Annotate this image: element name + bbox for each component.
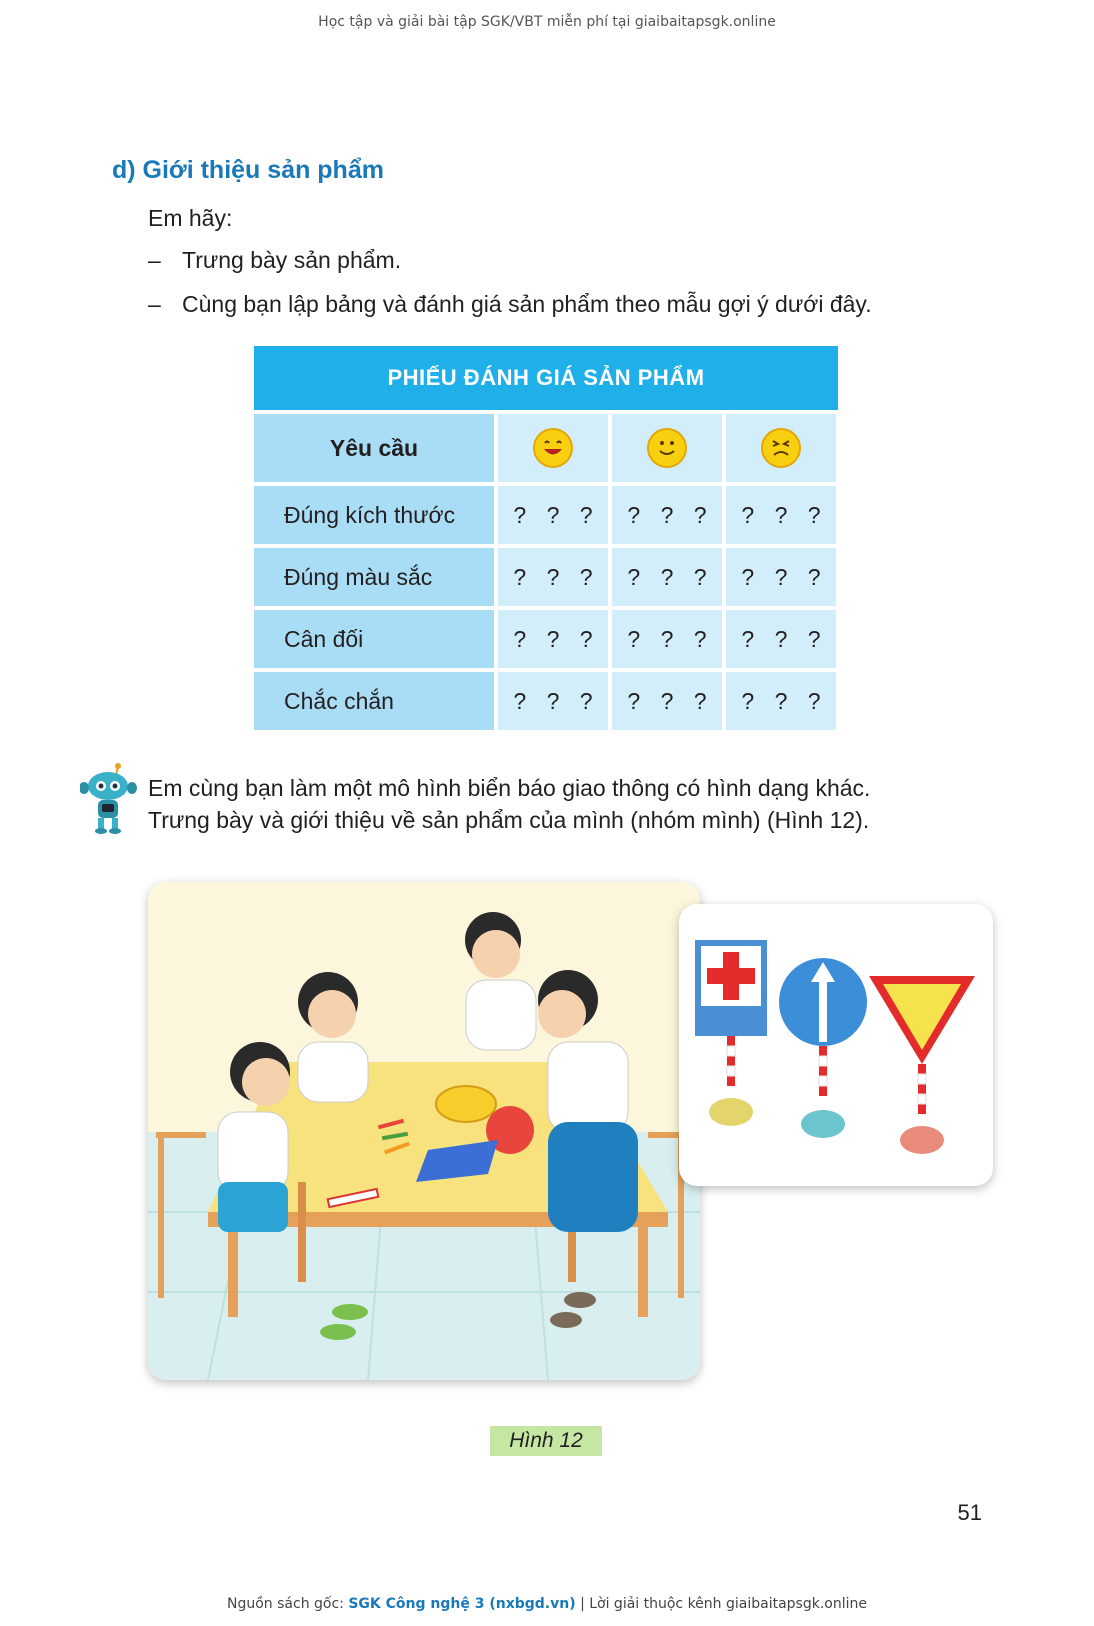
section-title: d) Giới thiệu sản phẩm bbox=[112, 156, 384, 184]
evaluation-table bbox=[254, 346, 838, 730]
table-row: Chắc chắn ? ? ? ? ? ? ? ? ? bbox=[254, 672, 838, 730]
table-row: Đúng màu sắc ? ? ? ? ? ? ? ? ? bbox=[254, 548, 838, 606]
activity-text: Em cùng bạn làm một mô hình biển báo giao thông có hình dạng khác. Trưng bày và giới thiệu về sản phẩm của mình (nhóm mình) (Hình 12). bbox=[148, 775, 871, 833]
bullet-list bbox=[148, 246, 872, 334]
table-row: Cân đối ? ? ? ? ? ? ? ? ? bbox=[254, 610, 838, 668]
page-number: 51 bbox=[957, 1500, 982, 1525]
list-item: – Cùng bạn lập bảng và đánh giá sản phẩm theo mẫu gợi ý dưới đây. bbox=[148, 291, 872, 317]
children-making-signs-illustration bbox=[148, 882, 700, 1380]
traffic-sign-models-illustration bbox=[679, 904, 993, 1186]
figure-caption: Hình 12 bbox=[490, 1426, 602, 1456]
header-label: Yêu cầu bbox=[254, 414, 494, 482]
table-row: Đúng kích thước ? ? ? ? ? ? ? ? ? bbox=[254, 486, 838, 544]
intro-text: Em hãy: bbox=[148, 205, 233, 231]
footer-note: Nguồn sách gốc: SGK Công nghệ 3 (nxbgd.vn) | Lời giải thuộc kênh giaibaitapsgk.online bbox=[227, 1596, 867, 1612]
list-item: – Trưng bày sản phẩm. bbox=[148, 247, 402, 273]
laughing-face-icon bbox=[533, 428, 573, 468]
robot-mascot-icon bbox=[80, 762, 140, 839]
source-link[interactable]: SGK Công nghệ 3 (nxbgd.vn) bbox=[348, 1596, 576, 1612]
header-note: Học tập và giải bài tập SGK/VBT miễn phí tại giaibaitapsgk.online bbox=[318, 14, 776, 30]
smiling-face-icon bbox=[647, 428, 687, 468]
table-title: PHIẾU ĐÁNH GIÁ SẢN PHẨM bbox=[254, 346, 838, 410]
table-header-row bbox=[254, 414, 838, 482]
upset-face-icon bbox=[761, 428, 801, 468]
